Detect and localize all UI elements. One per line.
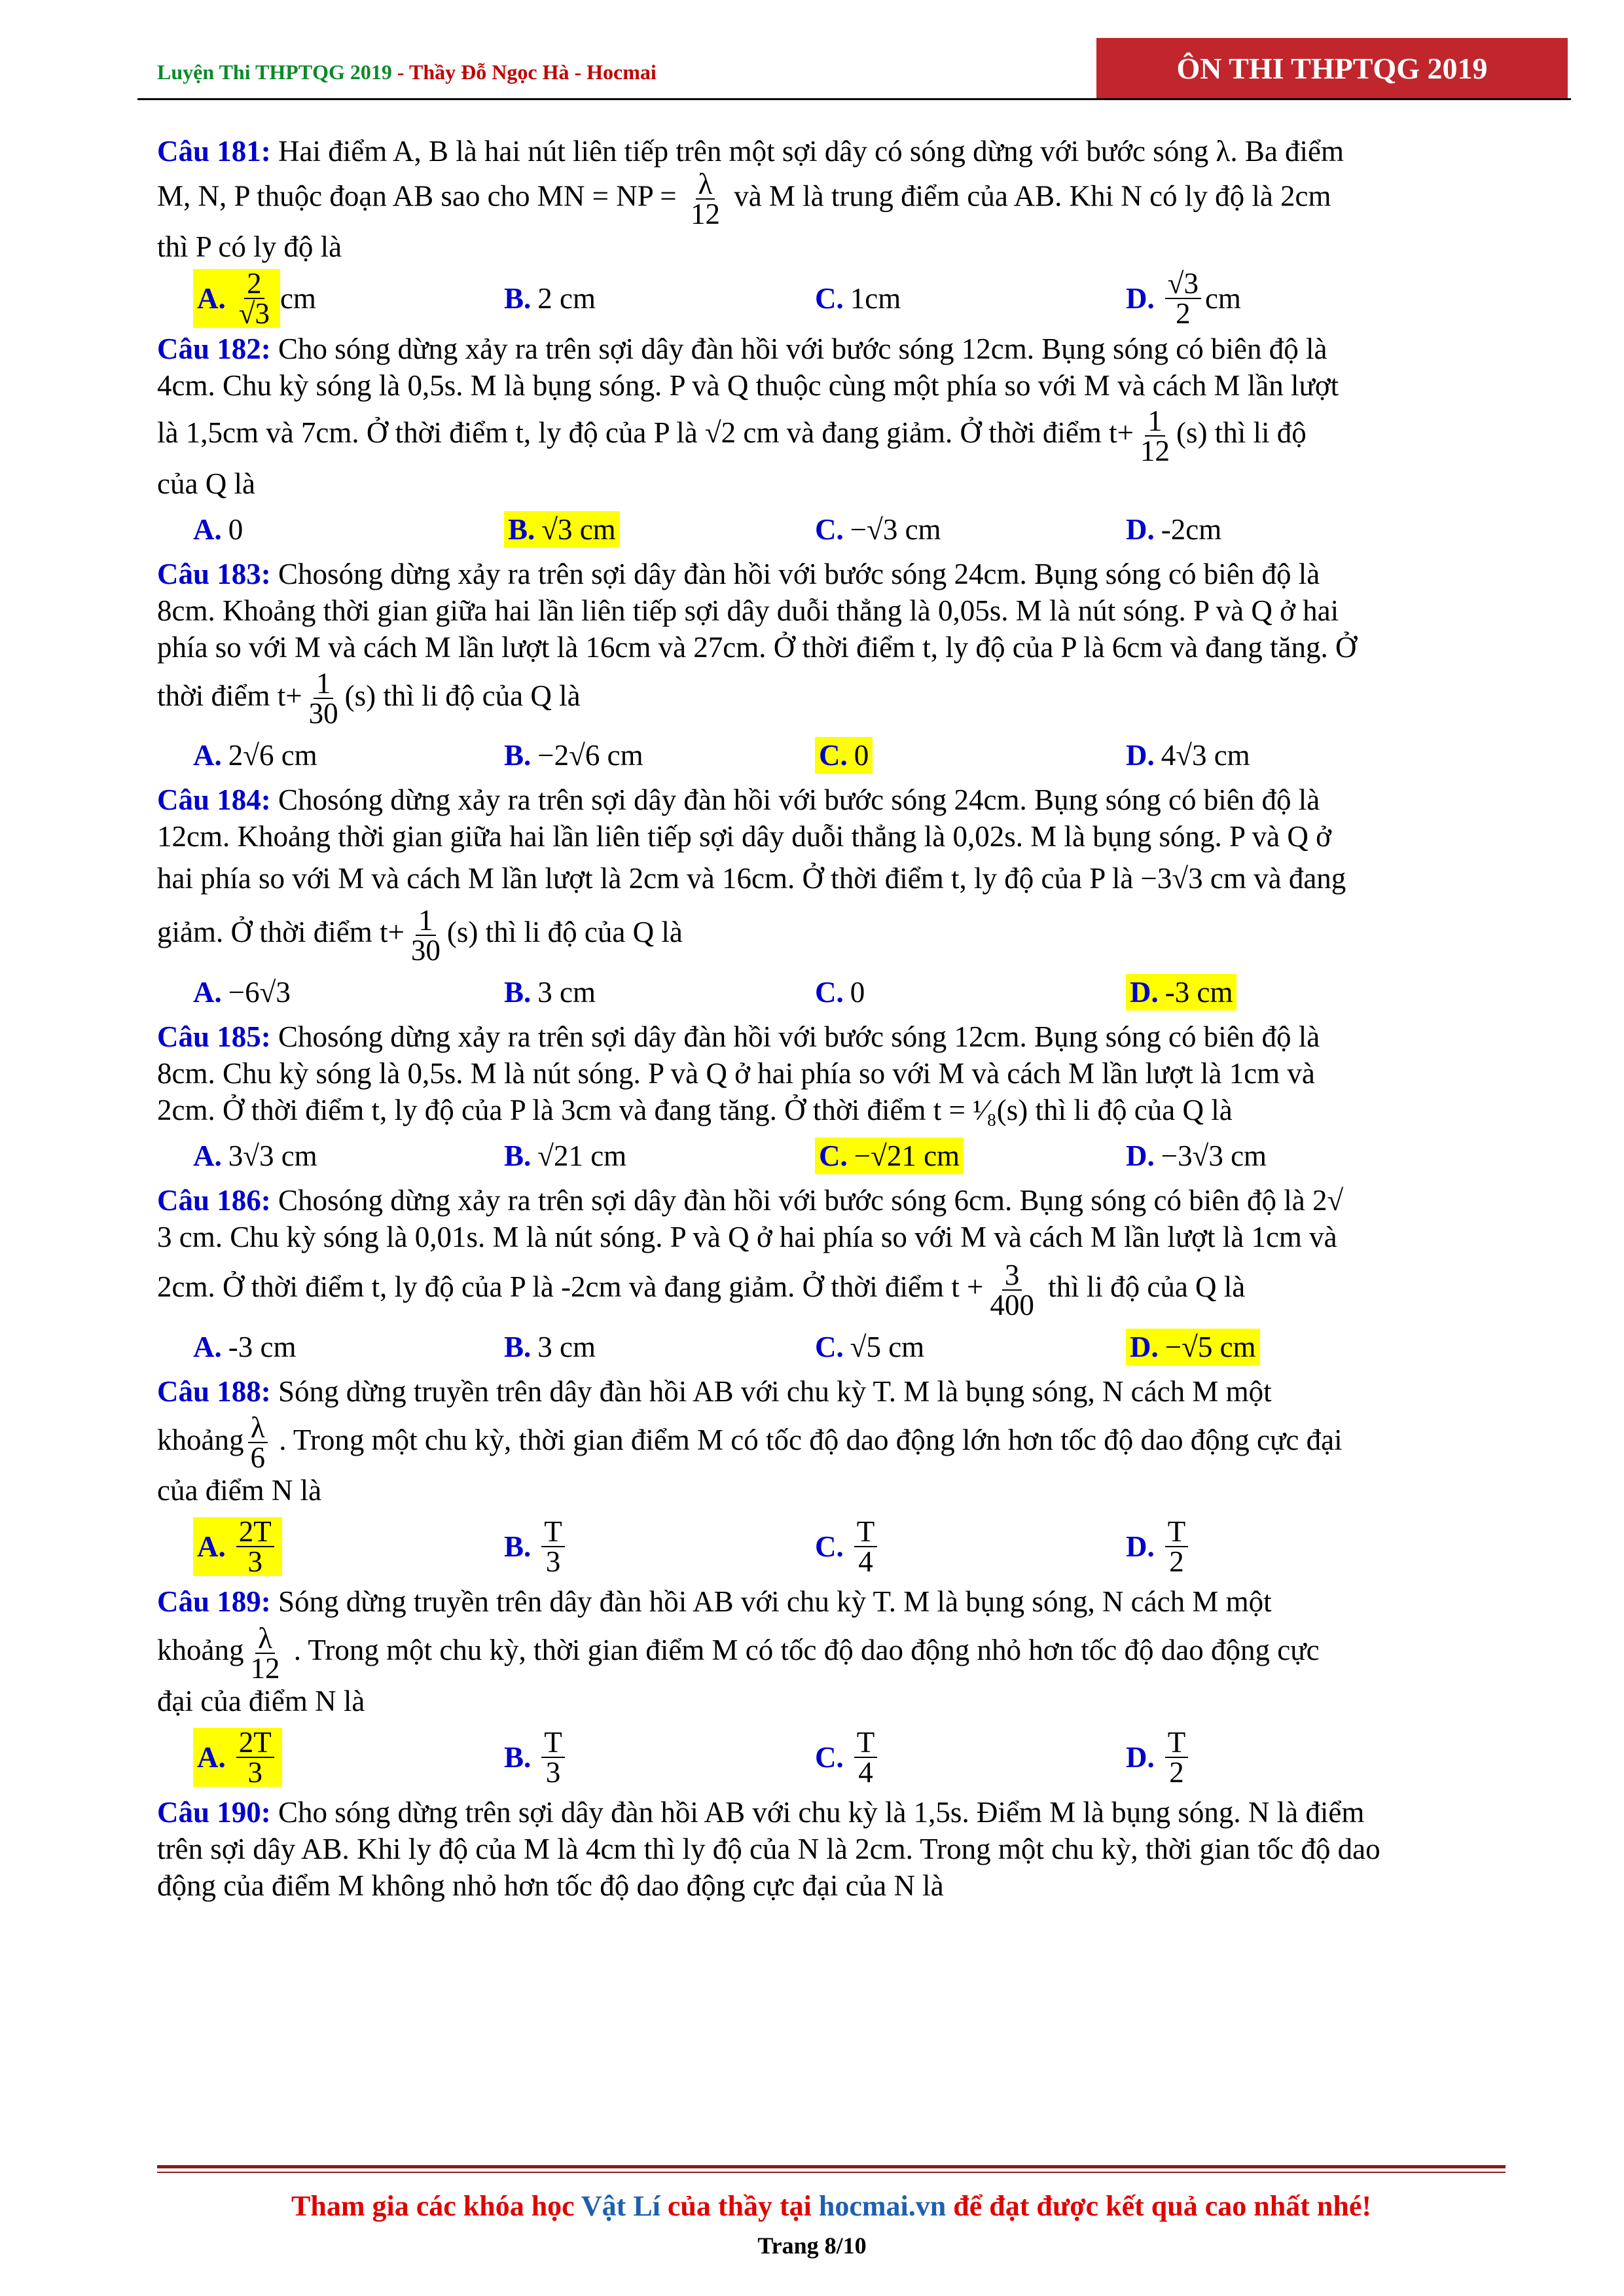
option-c[interactable]	[815, 1515, 881, 1578]
question-line: 4cm. Chu kỳ sóng là 0,5s. M là bụng sóng. P và Q thuộc cùng một phía so với M và cách M lần lượt	[157, 369, 1339, 402]
option-c[interactable]	[815, 1326, 924, 1368]
option-label: B.	[508, 512, 535, 546]
option-d[interactable]	[1126, 267, 1241, 330]
question-186	[157, 1182, 1538, 1368]
option-label: C.	[815, 512, 844, 546]
option-label: B.	[504, 1139, 532, 1173]
fraction-den: 2	[1169, 1756, 1184, 1789]
question-line: đại của điểm N là	[157, 1685, 365, 1718]
question-line: . Trong một chu kỳ, thời gian điểm M có tốc độ dao động lớn hơn tốc độ dao động cực đại	[271, 1423, 1343, 1456]
option-label: C.	[815, 1530, 844, 1564]
question-text	[157, 1794, 1538, 1904]
fraction-num: T	[1165, 1517, 1189, 1547]
fraction-num: 1	[314, 669, 334, 699]
question-line: và M là trung điểm của AB. Khi N có ly độ là 2cm	[734, 179, 1331, 213]
fraction-num: T	[541, 1728, 565, 1758]
fraction	[1165, 1515, 1189, 1579]
header-left	[157, 60, 657, 84]
fraction-num: 2T	[236, 1728, 274, 1758]
option-unit: cm	[280, 282, 316, 315]
fraction	[854, 1515, 878, 1579]
options	[157, 1135, 1538, 1177]
options	[157, 509, 1538, 550]
fraction	[236, 1728, 274, 1787]
footer-link[interactable]: hocmai.vn	[818, 2190, 947, 2222]
header-title-box	[1096, 38, 1568, 98]
question-line: Chosóng dừng xảy ra trên sợi dây đàn hồi với bước sóng 24cm. Bụng sóng có biên độ là	[270, 557, 1320, 590]
option-c[interactable]	[815, 1135, 964, 1177]
questions	[157, 128, 1538, 1910]
option-c[interactable]	[815, 1726, 881, 1789]
option-a[interactable]	[193, 267, 316, 330]
option-label: A.	[197, 1741, 226, 1774]
fraction-den: 4	[858, 1545, 873, 1579]
fraction-num: T	[854, 1517, 878, 1547]
fraction	[236, 269, 272, 328]
footer-promo	[157, 2189, 1506, 2223]
question-line: Sóng dừng truyền trên dây đàn hồi AB với chu kỳ T. M là bụng sóng, N cách M một	[270, 1374, 1272, 1408]
question-189	[157, 1583, 1538, 1789]
question-line: động của điểm M không nhỏ hơn tốc độ dao động cực đại của N là	[157, 1869, 944, 1903]
question-line: Sóng dừng truyền trên dây đàn hồi AB với chu kỳ T. M là bụng sóng, N cách M một	[270, 1585, 1272, 1619]
question-line: Cho sóng dừng xảy ra trên sợi dây đàn hồi với bước sóng 12cm. Bụng sóng có biên độ là	[270, 332, 1327, 365]
option-b[interactable]	[504, 1726, 569, 1789]
fraction-num: T	[1165, 1728, 1189, 1758]
option-b[interactable]	[504, 272, 596, 325]
options	[157, 1326, 1538, 1368]
fraction	[247, 1624, 282, 1683]
options	[157, 1726, 1538, 1789]
fraction	[987, 1258, 1037, 1321]
fraction	[1138, 406, 1172, 465]
fraction-den: 3	[247, 1545, 262, 1579]
option-c[interactable]	[815, 509, 941, 550]
fraction-num: 3	[1002, 1261, 1022, 1291]
option-b[interactable]	[504, 1326, 596, 1368]
question-text	[157, 556, 1538, 728]
option-c[interactable]	[815, 734, 873, 776]
option-label: D.	[1126, 512, 1155, 546]
option-label: B.	[504, 739, 532, 772]
question-label: Câu 184:	[157, 783, 271, 817]
option-b[interactable]	[504, 1135, 626, 1177]
option-label: A.	[193, 512, 222, 546]
option-text: -3 cm	[228, 1330, 297, 1363]
footer-text: Tham gia các khóa học	[291, 2190, 581, 2222]
question-line: thì li độ của Q là	[1040, 1270, 1246, 1304]
option-c[interactable]	[815, 971, 865, 1013]
question-181	[157, 133, 1538, 330]
option-label: A.	[197, 282, 226, 315]
fraction-den: 400	[990, 1288, 1034, 1321]
fraction-den: 30	[410, 934, 441, 967]
question-line: của điểm N là	[157, 1474, 322, 1507]
option-text: −3√3 cm	[1161, 1139, 1267, 1173]
fraction-den: 2	[1176, 297, 1191, 330]
fraction-den: 6	[250, 1441, 265, 1475]
option-b[interactable]	[504, 734, 643, 776]
option-label: C.	[819, 1139, 848, 1173]
option-label: C.	[815, 1741, 844, 1774]
option-text: −2√6 cm	[537, 739, 643, 772]
question-text	[157, 133, 1538, 265]
options	[157, 734, 1538, 776]
question-line: hai phía so với M và cách M lần lượt là 2cm và 16cm. Ở thời điểm t, ly độ của P là −3√3 cm và đang	[157, 862, 1346, 895]
question-188	[157, 1373, 1538, 1579]
question-line: Hai điểm A, B là hai nút liên tiếp trên một sợi dây có sóng dừng với bước sóng λ. Ba điểm	[270, 135, 1344, 168]
option-d[interactable]	[1126, 509, 1221, 550]
fraction-num: 1	[416, 906, 436, 936]
question-184	[157, 781, 1538, 1013]
question-185	[157, 1018, 1538, 1177]
question-label: Câu 188:	[157, 1374, 271, 1408]
option-a[interactable]	[193, 1515, 282, 1578]
option-a[interactable]	[193, 734, 317, 776]
question-line: 12cm. Khoảng thời gian giữa hai lần liên tiếp sợi dây duỗi thẳng là 0,02s. M là bụng sóng. P và Q ở	[157, 820, 1331, 853]
option-label: A.	[193, 1330, 222, 1363]
footer-text: của thầy tại	[660, 2190, 819, 2222]
option-label: C.	[815, 976, 844, 1009]
question-line: thì P có ly độ là	[157, 230, 342, 263]
question-label: Câu 190:	[157, 1796, 271, 1829]
question-line: khoảng	[157, 1634, 244, 1667]
question-line: Chosóng dừng xảy ra trên sợi dây đàn hồi với bước sóng 6cm. Bụng sóng có biên độ là 2√	[270, 1184, 1344, 1217]
fraction-den: 3	[545, 1756, 561, 1789]
options	[157, 267, 1538, 330]
fraction	[236, 1515, 274, 1579]
option-text: 3 cm	[537, 976, 596, 1009]
option-text: -3 cm	[1164, 976, 1233, 1009]
option-d[interactable]	[1126, 1326, 1260, 1368]
option-text: −√3 cm	[850, 512, 941, 546]
option-text: −6√3	[228, 976, 291, 1009]
options	[157, 1515, 1538, 1578]
option-text: 4√3 cm	[1161, 739, 1250, 772]
option-a[interactable]	[193, 1326, 296, 1368]
option-a[interactable]	[193, 509, 243, 550]
option-b[interactable]	[504, 1515, 569, 1578]
option-label: D.	[1130, 976, 1159, 1009]
header-rule	[137, 98, 1571, 100]
option-unit: cm	[1204, 282, 1241, 315]
question-text	[157, 781, 1538, 965]
fraction-num: λ	[255, 1624, 275, 1654]
option-label: C.	[815, 1330, 844, 1363]
option-text: √5 cm	[850, 1330, 925, 1363]
question-190	[157, 1794, 1538, 1904]
fraction	[408, 906, 443, 965]
option-label: D.	[1126, 1530, 1155, 1564]
option-label: C.	[819, 739, 848, 772]
question-line: của Q là	[157, 467, 255, 500]
question-label: Câu 189:	[157, 1585, 271, 1619]
option-text: 0	[228, 512, 244, 546]
fraction-num: √3	[1165, 269, 1201, 299]
fraction-den: 12	[250, 1652, 280, 1685]
question-label: Câu 181:	[157, 135, 271, 168]
option-label: A.	[193, 1139, 222, 1173]
question-text	[157, 1373, 1538, 1509]
option-label: B.	[504, 282, 532, 315]
fraction-den: 4	[858, 1756, 873, 1789]
fraction	[1165, 269, 1201, 328]
question-label: Câu 185:	[157, 1020, 271, 1054]
question-line: (s) thì li độ của Q là	[344, 679, 581, 712]
fraction-den: √3	[238, 297, 270, 330]
question-text	[157, 1018, 1538, 1128]
option-b[interactable]	[504, 971, 596, 1013]
footer-rule-thin	[157, 2172, 1506, 2173]
fraction	[541, 1515, 565, 1579]
question-line: . Trong một chu kỳ, thời gian điểm M có tốc độ dao động nhỏ hơn tốc độ dao động cực	[286, 1634, 1320, 1667]
footer-subject: Vật Lí	[581, 2190, 660, 2222]
option-text: √3 cm	[541, 512, 616, 546]
question-line: thời điểm t+	[157, 679, 302, 712]
question-line: (s) thì li độ	[1176, 416, 1307, 449]
header-teacher: - Thầy Đỗ Ngọc Hà -	[391, 60, 587, 84]
option-label: D.	[1126, 739, 1155, 772]
option-text: −√5 cm	[1164, 1330, 1256, 1363]
question-line: giảm. Ở thời điểm t+	[157, 916, 405, 949]
option-text: 1cm	[850, 282, 901, 315]
fraction-den: 30	[308, 697, 338, 730]
question-label: Câu 186:	[157, 1184, 271, 1217]
option-d[interactable]	[1126, 1515, 1192, 1578]
fraction-num: 2T	[236, 1517, 274, 1547]
option-label: A.	[193, 976, 222, 1009]
option-text: 2√6 cm	[228, 739, 317, 772]
fraction-den: 12	[1140, 434, 1170, 467]
option-d[interactable]	[1126, 971, 1236, 1013]
option-b[interactable]	[504, 509, 620, 550]
option-c[interactable]	[815, 272, 901, 325]
fraction-num: λ	[248, 1413, 268, 1443]
option-d[interactable]	[1126, 1726, 1192, 1789]
option-a[interactable]	[193, 971, 291, 1013]
fraction-num: 2	[244, 269, 264, 299]
option-text: √21 cm	[537, 1139, 627, 1173]
option-text: 3√3 cm	[228, 1139, 317, 1173]
question-text	[157, 1182, 1538, 1319]
page-number: Trang 8/10	[757, 2233, 867, 2259]
options	[157, 971, 1538, 1013]
option-label: D.	[1126, 1741, 1155, 1774]
question-line: 3 cm. Chu kỳ sóng là 0,01s. M là nút sóng. P và Q ở hai phía so với M và cách M lần lượt là 1cm và	[157, 1221, 1337, 1254]
option-label: D.	[1126, 1139, 1155, 1173]
option-label: C.	[815, 282, 844, 315]
fraction-num: T	[541, 1517, 565, 1547]
option-label: A.	[193, 739, 222, 772]
option-a[interactable]	[193, 1726, 282, 1789]
option-text: -2cm	[1161, 512, 1222, 546]
fraction	[541, 1728, 565, 1787]
question-line: Cho sóng dừng trên sợi dây đàn hồi AB với chu kỳ là 1,5s. Điểm M là bụng sóng. N là điểm	[270, 1796, 1365, 1829]
question-line: 2cm. Ở thời điểm t, ly độ của P là 3cm và đang tăng. Ở thời điểm t = ¹⁄₈(s) thì li độ của Q là	[157, 1094, 1233, 1127]
fraction-den: 2	[1169, 1545, 1184, 1579]
option-text: 0	[850, 976, 865, 1009]
fraction	[247, 1411, 268, 1475]
option-label: D.	[1126, 282, 1155, 315]
question-line: 8cm. Chu kỳ sóng là 0,5s. M là nút sóng. P và Q ở hai phía so với M và cách M lần lượt là 1cm và	[157, 1057, 1315, 1090]
option-a[interactable]	[193, 1135, 317, 1177]
question-line: trên sợi dây AB. Khi ly độ của M là 4cm thì ly độ của N là 2cm. Trong một chu kỳ, thời gian tốc độ dao	[157, 1833, 1380, 1866]
question-line: khoảng	[157, 1423, 244, 1456]
option-label: A.	[197, 1530, 226, 1564]
question-line: Chosóng dừng xảy ra trên sợi dây đàn hồi với bước sóng 12cm. Bụng sóng có biên độ là	[270, 1020, 1320, 1054]
option-d[interactable]	[1126, 734, 1250, 776]
header-course: Luyện Thi THPTQG 2019	[157, 60, 392, 84]
option-text: −√21 cm	[854, 1139, 960, 1173]
option-d[interactable]	[1126, 1135, 1267, 1177]
question-label: Câu 182:	[157, 332, 271, 365]
fraction	[854, 1728, 878, 1787]
fraction-den: 12	[690, 198, 720, 230]
fraction	[1165, 1728, 1189, 1787]
fraction-den: 3	[247, 1756, 262, 1789]
option-label: D.	[1130, 1330, 1159, 1363]
fraction-den: 3	[545, 1545, 561, 1579]
option-text: 0	[854, 739, 869, 772]
header-title: ÔN THI THPTQG 2019	[1176, 51, 1488, 85]
option-label: B.	[504, 1530, 532, 1564]
question-line: Chosóng dừng xảy ra trên sợi dây đàn hồi với bước sóng 24cm. Bụng sóng có biên độ là	[270, 783, 1320, 817]
question-line: 2cm. Ở thời điểm t, ly độ của P là -2cm và đang giảm. Ở thời điểm t +	[157, 1270, 984, 1304]
option-label: B.	[504, 1330, 532, 1363]
question-line: là 1,5cm và 7cm. Ở thời điểm t, ly độ của P là √2 cm và đang giảm. Ở thời điểm t+	[157, 416, 1134, 449]
question-182	[157, 331, 1538, 550]
header-brand: Hocmai	[586, 60, 657, 84]
question-line: M, N, P thuộc đoạn AB sao cho MN = NP =	[157, 179, 677, 213]
question-183	[157, 556, 1538, 777]
option-text: 3 cm	[537, 1330, 596, 1363]
question-line: phía so với M và cách M lần lượt là 16cm và 27cm. Ở thời điểm t, ly độ của P là 6cm và đang tăng. Ở	[157, 630, 1357, 664]
question-line: 8cm. Khoảng thời gian giữa hai lần liên tiếp sợi dây duỗi thẳng là 0,05s. M là nút sóng. P và Q ở hai	[157, 594, 1339, 627]
fraction	[306, 669, 341, 728]
question-text	[157, 331, 1538, 502]
fraction-num: T	[854, 1728, 878, 1758]
fraction-num: λ	[696, 170, 715, 200]
option-label: B.	[504, 976, 532, 1009]
question-line: (s) thì li độ của Q là	[446, 916, 683, 949]
footer-text: để đạt được kết quả cao nhất nhé!	[946, 2190, 1371, 2222]
question-label: Câu 183:	[157, 557, 271, 590]
option-label: B.	[504, 1741, 532, 1774]
question-text	[157, 1583, 1538, 1719]
option-text: 2 cm	[537, 282, 596, 315]
footer-rule	[157, 2165, 1506, 2168]
fraction-num: 1	[1145, 406, 1165, 437]
fraction	[688, 170, 723, 228]
